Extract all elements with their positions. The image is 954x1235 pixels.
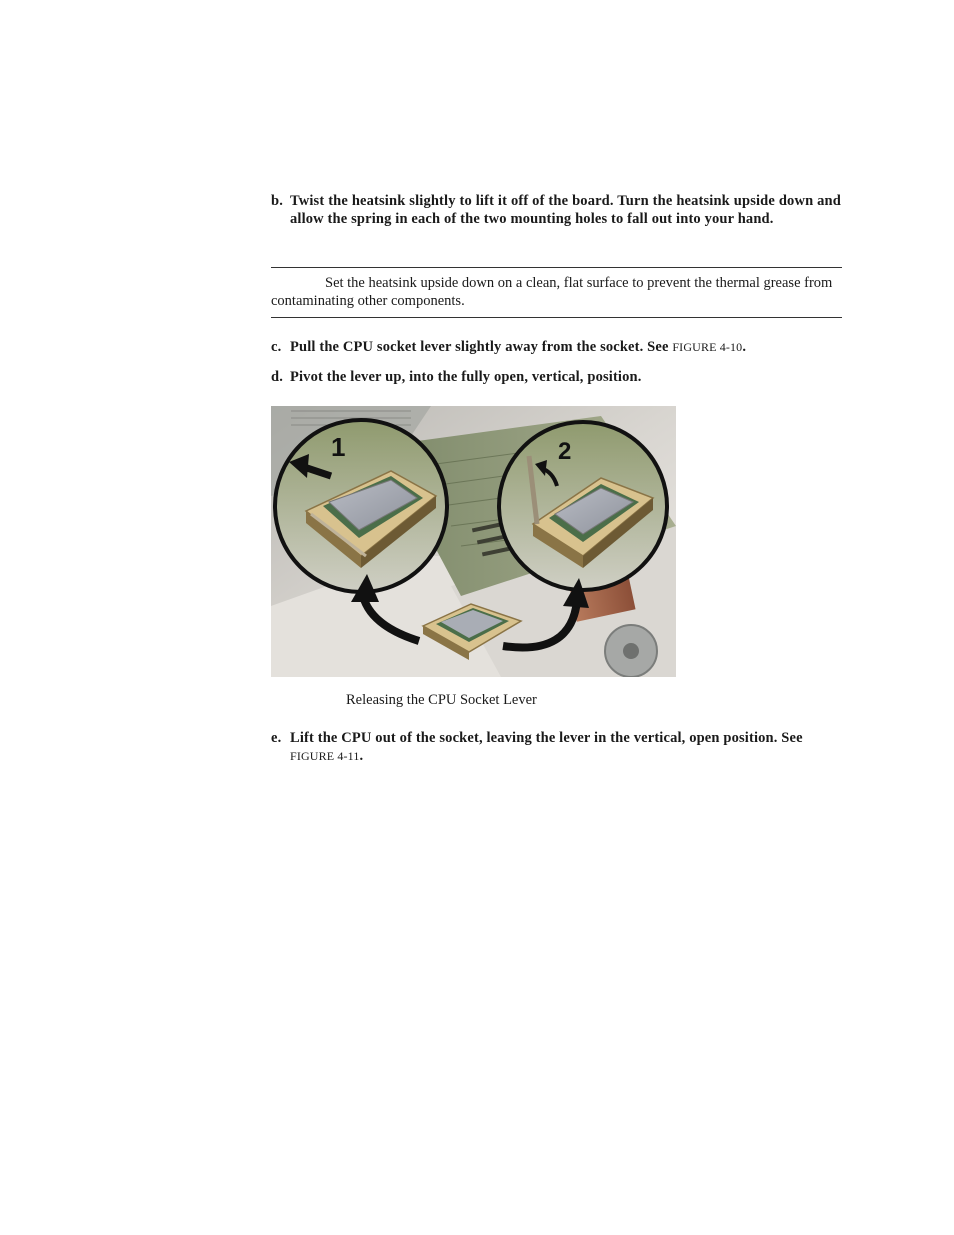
step-text: Lift the CPU out of the socket, leaving the lever in the vertical, open position. See: [290, 730, 803, 746]
step-text-end: .: [359, 748, 364, 764]
callout-2: 2: [558, 438, 572, 465]
step-b: [271, 192, 841, 228]
figure-link[interactable]: FIGURE 4-11: [290, 749, 360, 763]
step-text: Pivot the lever up, into the fully open, vertical, position.: [290, 369, 642, 385]
magnified-view-left: [275, 420, 447, 592]
note-box: [271, 267, 842, 318]
step-marker: c.: [271, 339, 282, 355]
step-text: Twist the heatsink slightly to lift it off of the board. Turn the heatsink upside down and allow the spring in each of the two mounting holes to fall out into your hand.: [290, 193, 841, 227]
callout-1: 1: [331, 432, 346, 462]
cpu-socket-lever-figure: [271, 406, 676, 677]
step-marker: b.: [271, 193, 283, 209]
step-e: [271, 729, 841, 765]
step-body: [290, 338, 841, 356]
figure-caption: Releasing the CPU Socket Lever: [346, 692, 537, 708]
step-text: Pull the CPU socket lever slightly away from the socket. See: [290, 339, 673, 355]
figure-link[interactable]: FIGURE 4-10: [672, 340, 743, 354]
step-marker: e.: [271, 730, 282, 746]
step-body: [290, 729, 841, 765]
step-text-end: .: [742, 339, 747, 355]
step-marker: d.: [271, 369, 283, 385]
step-d: [271, 368, 841, 386]
note-text: Set the heatsink upside down on a clean, flat surface to prevent the thermal grease from contaminating other components.: [271, 275, 833, 309]
magnified-view-right: [499, 422, 667, 590]
figure-illustration: [271, 406, 676, 677]
step-c: [271, 338, 841, 356]
